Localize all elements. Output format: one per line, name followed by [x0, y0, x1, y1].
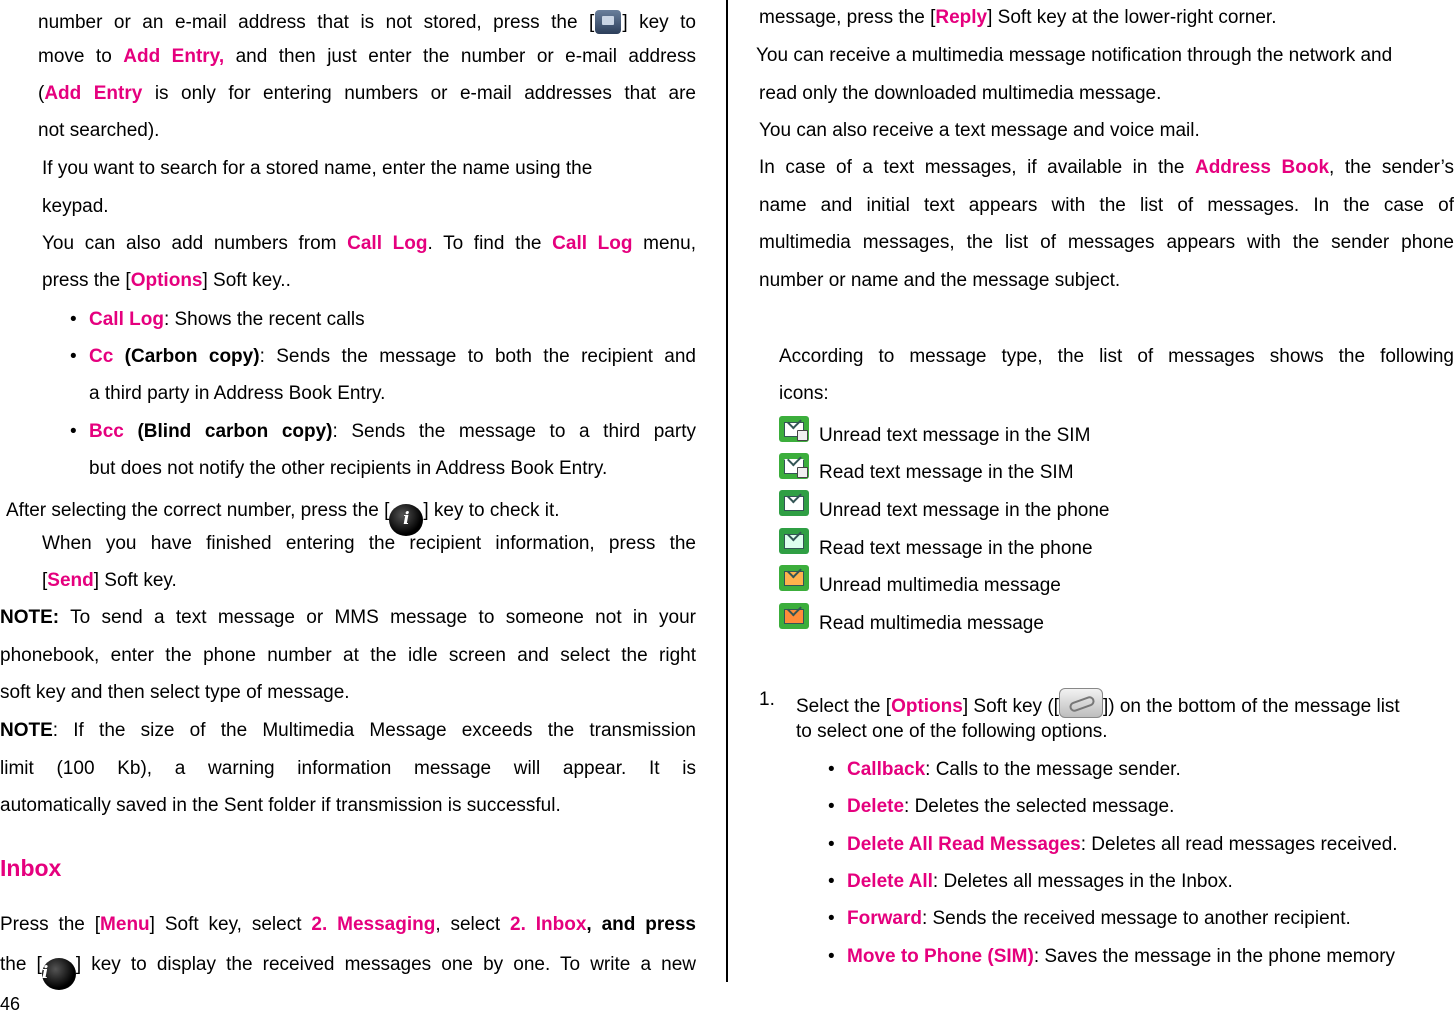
option-forward: Forward: Sends the received message to another recipient.	[847, 908, 1351, 929]
inbox-line2: the [i ] key to display the received messages one by one. To write a new	[0, 953, 696, 990]
left-p1-line2: move to Add Entry, and then just enter the number or e-mail address	[38, 46, 696, 67]
bullet-dot: •	[828, 871, 835, 892]
left-p5-line2: [Send] Soft key.	[42, 570, 177, 591]
page-number: 46	[0, 994, 21, 1014]
note1-line2: phonebook, enter the phone number at the idle screen and select the right	[0, 645, 696, 666]
step-number: 1.	[759, 689, 775, 710]
bullet-bcc-line2: but does not notify the other recipients in Address Book Entry.	[89, 458, 608, 479]
bullet-call-log: Call Log: Shows the recent calls	[89, 309, 365, 330]
message-key-icon	[595, 10, 621, 34]
note2-line1: NOTE: If the size of the Multimedia Message exceeds the transmission	[0, 720, 696, 741]
read-sim-message-icon	[779, 453, 809, 479]
left-p3-line1: You can also add numbers from Call Log. To find the Call Log menu,	[42, 233, 696, 254]
paperclip-soft-key-icon	[1059, 688, 1103, 718]
option-move-to-phone: Move to Phone (SIM): Saves the message in the phone memory	[847, 946, 1396, 967]
right-line7: multimedia messages, the list of messages appears with the sender phone	[759, 232, 1454, 253]
left-p1-line4: not searched).	[38, 120, 160, 141]
note2-line3: automatically saved in the Sent folder if transmission is successful.	[0, 795, 561, 816]
icon-list-item: Read multimedia message	[819, 613, 1044, 634]
icon-list-item: Read text message in the phone	[819, 538, 1093, 559]
inbox-line1: Press the [Menu] Soft key, select 2. Messaging, select 2. Inbox, and press	[0, 914, 696, 935]
unread-mms-icon	[779, 565, 809, 591]
read-phone-message-icon	[779, 528, 809, 554]
right-line6: name and initial text appears with the list of messages. In the case of	[759, 195, 1454, 216]
bullet-dot: •	[828, 946, 835, 967]
left-p4: After selecting the correct number, press the [ i ] key to check it.	[6, 499, 560, 536]
right-line1: message, press the [Reply] Soft key at the lower-right corner.	[759, 7, 1277, 28]
left-p1-line3: (Add Entry is only for entering numbers or e-mail addresses that are	[38, 83, 697, 104]
right-line2: You can receive a multimedia message notification through the network and	[756, 45, 1393, 66]
note1-line1: NOTE: To send a text message or MMS message to someone not in your	[0, 607, 696, 628]
left-p2-line2: keypad.	[42, 196, 109, 217]
bullet-bcc: Bcc (Blind carbon copy): Sends the message to a third party	[89, 421, 696, 442]
left-p1-line1: number or an e-mail address that is not stored, press the [ ] key to	[38, 12, 696, 33]
step1-line1: Select the [Options] Soft key ([ ]) on the bottom of the message list	[796, 688, 1400, 719]
bullet-dot: •	[70, 346, 77, 367]
bullet-dot: •	[828, 834, 835, 855]
bullet-dot: •	[828, 759, 835, 780]
ok-key-icon: i	[389, 504, 423, 536]
right-line5: In case of a text messages, if available in the Address Book, the sender’s	[759, 157, 1454, 178]
option-callback: Callback: Calls to the message sender.	[847, 759, 1181, 780]
right-line4: You can also receive a text message and voice mail.	[759, 120, 1200, 141]
bullet-dot: •	[828, 908, 835, 929]
bullet-dot: •	[828, 796, 835, 817]
right-line8: number or name and the message subject.	[759, 270, 1121, 291]
according-line2: icons:	[779, 383, 829, 404]
left-p5-line1: When you have finished entering the recipient information, press the	[42, 533, 696, 554]
right-line3: read only the downloaded multimedia message.	[759, 83, 1162, 104]
inbox-heading: Inbox	[0, 855, 62, 881]
icon-list-item: Read text message in the SIM	[819, 462, 1074, 483]
option-delete-all: Delete All: Deletes all messages in the Inbox.	[847, 871, 1233, 892]
unread-phone-message-icon	[779, 490, 809, 516]
column-divider	[726, 0, 728, 982]
bullet-dot: •	[70, 309, 77, 330]
read-mms-icon	[779, 603, 809, 629]
option-delete: Delete: Deletes the selected message.	[847, 796, 1175, 817]
according-line1: According to message type, the list of messages shows the following	[779, 346, 1454, 367]
ok-key-icon: i	[42, 958, 76, 990]
option-delete-all-read: Delete All Read Messages: Deletes all read messages received.	[847, 834, 1398, 855]
icon-list-item: Unread text message in the SIM	[819, 425, 1091, 446]
step1-line2: to select one of the following options.	[796, 721, 1108, 742]
left-p2-line1: If you want to search for a stored name, enter the name using the	[42, 158, 593, 179]
note2-line2: limit (100 Kb), a warning information message will appear. It is	[0, 758, 696, 779]
icon-list-item: Unread text message in the phone	[819, 500, 1110, 521]
note1-line3: soft key and then select type of message.	[0, 682, 350, 703]
bullet-dot: •	[70, 421, 77, 442]
left-p3-line2: press the [Options] Soft key..	[42, 270, 291, 291]
bullet-cc-line2: a third party in Address Book Entry.	[89, 383, 386, 404]
bullet-cc: Cc (Carbon copy): Sends the message to both the recipient and	[89, 346, 696, 367]
unread-sim-message-icon	[779, 416, 809, 442]
icon-list-item: Unread multimedia message	[819, 575, 1061, 596]
